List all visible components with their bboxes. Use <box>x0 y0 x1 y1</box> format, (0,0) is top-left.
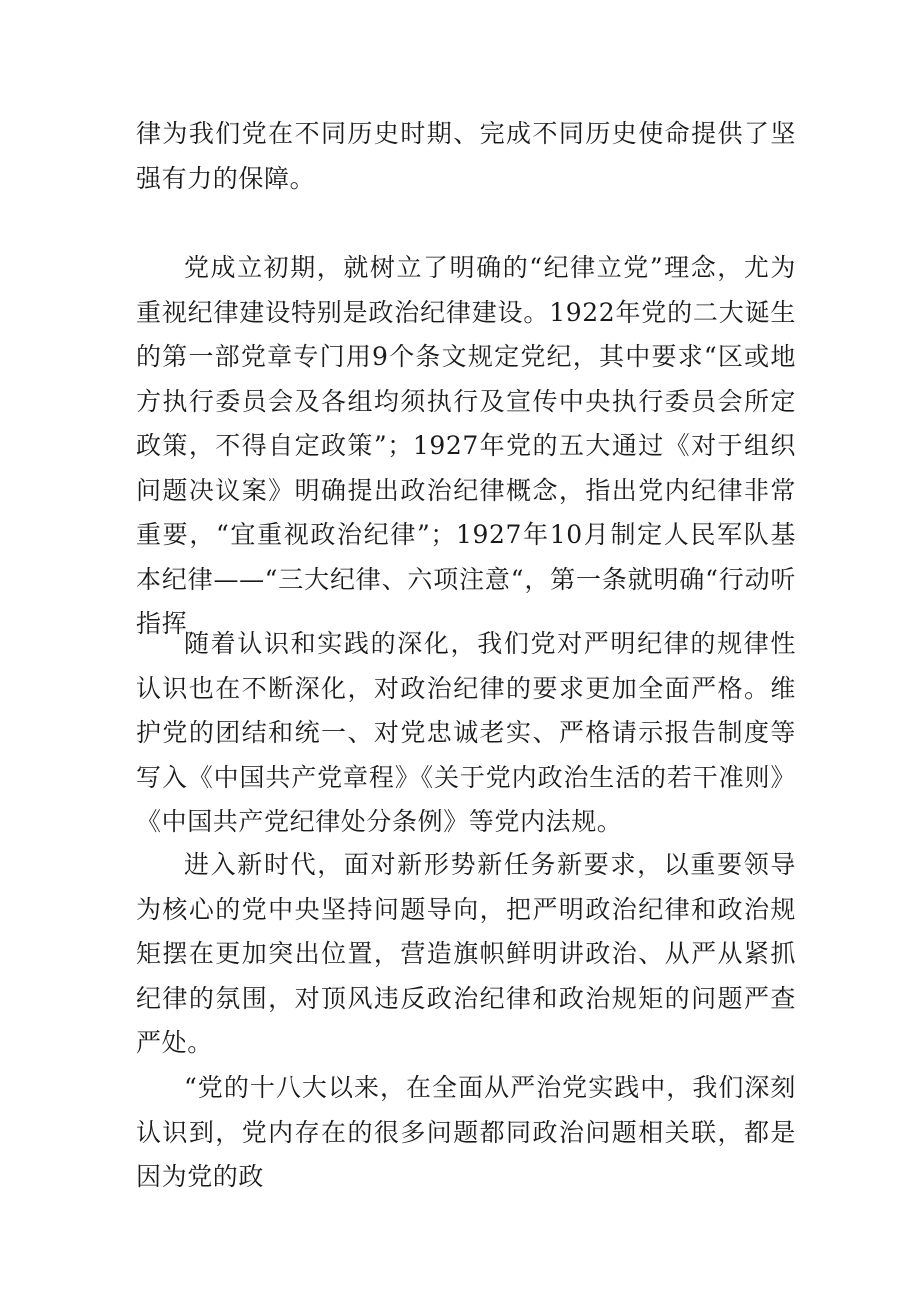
paragraph-continuation: 律为我们党在不同历史时期、完成不同历史使命提供了坚强有力的保障。 <box>136 119 796 193</box>
paragraph-new-era: 进入新时代，面对新形势新任务新要求，以重要领导为核心的党中央坚持问题导向，把严明政治纪律和政治规矩摆在更加突出位置，营造旗帜鲜明讲政治、从严从紧抓纪律的氛围，对顶风违反政治纪律和政治规矩的问题严查严处。 <box>136 850 796 1057</box>
paragraph-early-party-discipline: 党成立初期，就树立了明确的“纪律立党”理念，尤为重视纪律建设特别是政治纪律建设。1922年党的二大诞生的第一部党章专门用9个条文规定党纪，其中要求“区或地方执行委员会及各组均须执行及宣传中央执行委员会所定政策，不得自定政策”；1927年党的五大通过《对于组织问题决议案》明确提出政治纪律概念，指出党内纪律非常重要，“宜重视政治纪律”；1927年10月制定人民军队基本纪律——“三大纪律、六项注意“，第一条就明确“行动听指挥 <box>136 253 796 638</box>
paragraph-deepening-understanding: 随着认识和实践的深化，我们党对严明纪律的规律性认识也在不断深化，对政治纪律的要求更加全面严格。维护党的团结和统一、对党忠诚老实、严格请示报告制度等写入《中国共产党章程》《关于党内政治生活的若干准则》《中国共产党纪律处分条例》等党内法规。 <box>136 629 796 836</box>
paragraph-quote: “党的十八大以来，在全面从严治党实践中，我们深刻认识到，党内存在的很多问题都同政治问题相关联，都是因为党的政 <box>136 1073 796 1191</box>
